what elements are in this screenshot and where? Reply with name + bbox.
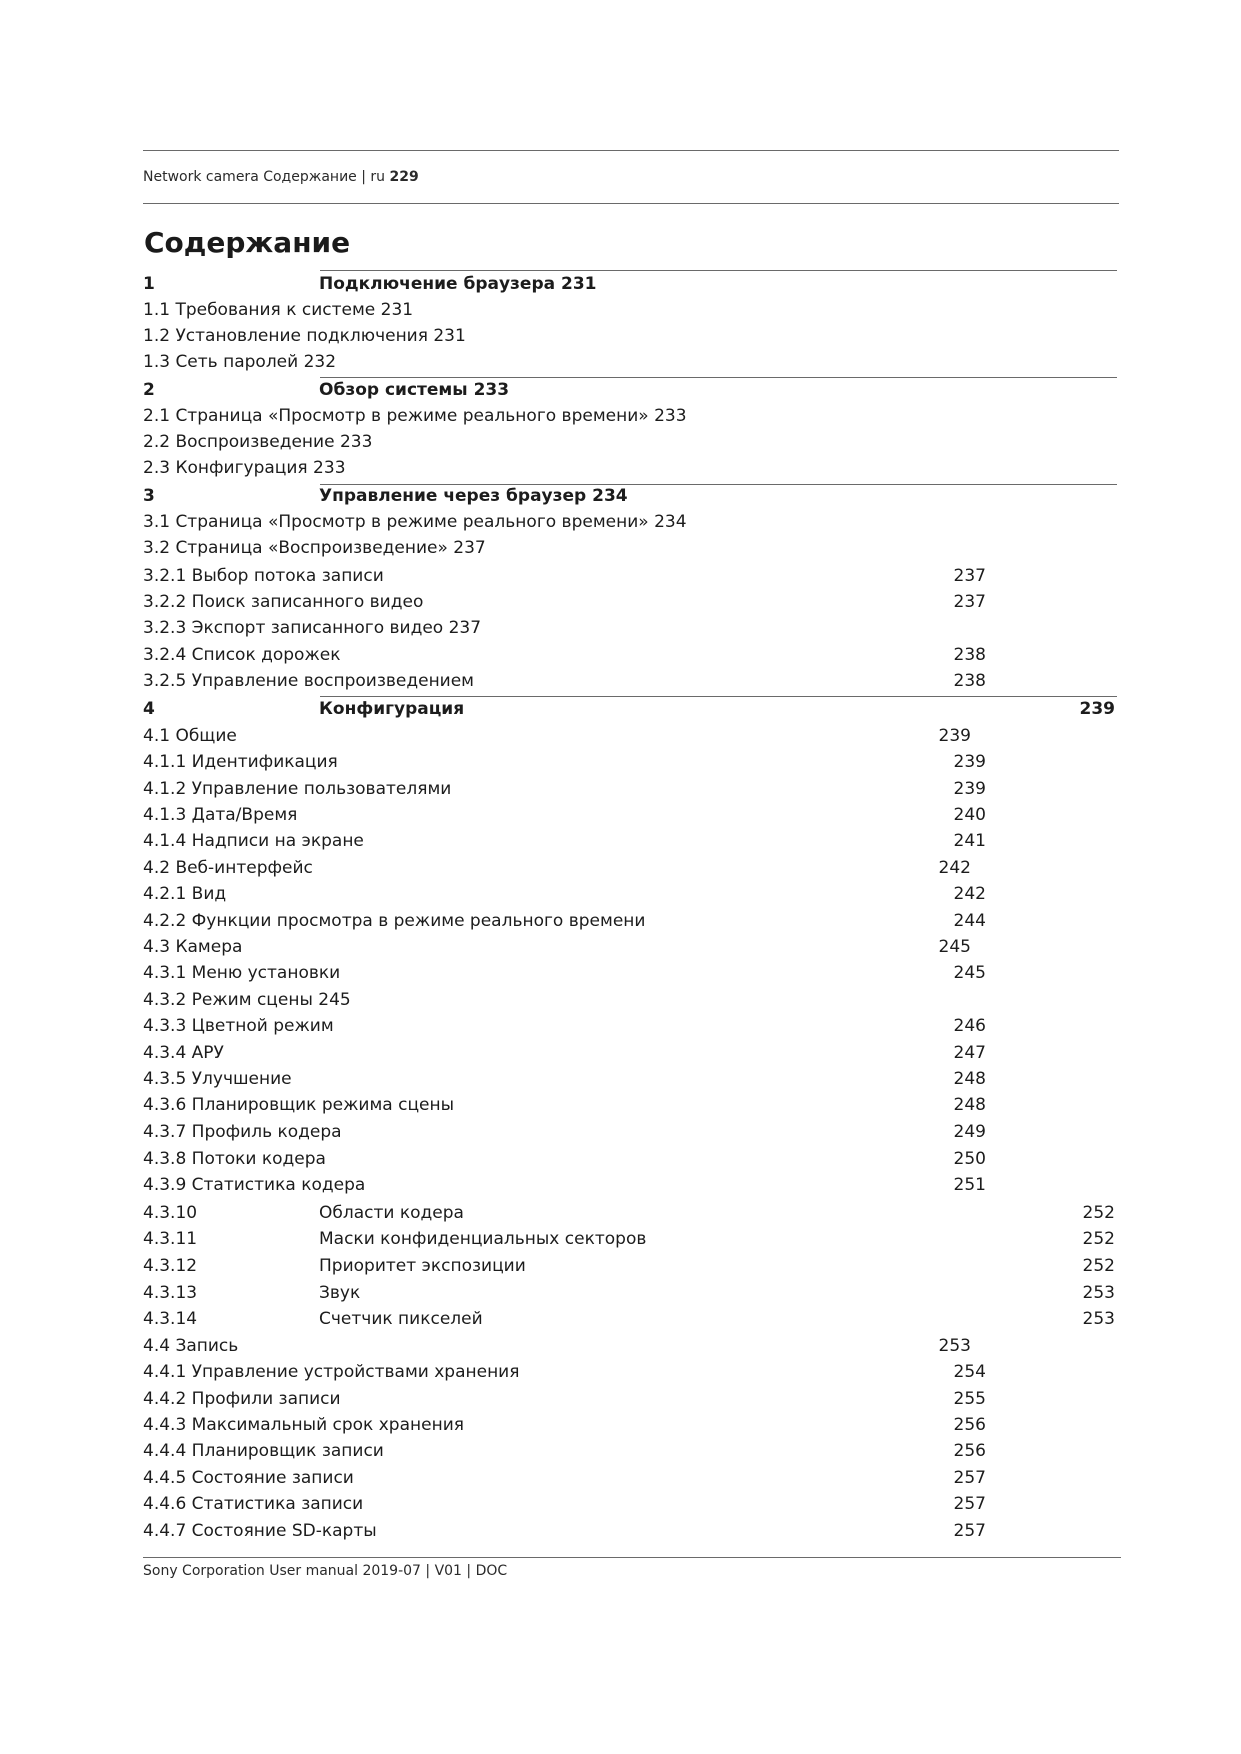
toc-page-number: 256 bbox=[953, 1441, 986, 1461]
chapter-rule bbox=[320, 696, 1117, 697]
header-page-number: 229 bbox=[389, 169, 419, 185]
toc-chapter-title[interactable]: Подключение браузера 231 bbox=[319, 274, 597, 294]
toc-entry-number: 4.3.14 bbox=[143, 1309, 198, 1329]
toc-page-number: 239 bbox=[938, 726, 971, 746]
toc-page-number: 247 bbox=[953, 1043, 986, 1063]
toc-entry-number: 4.3.10 bbox=[143, 1203, 198, 1223]
toc-entry-number: 3 bbox=[143, 486, 155, 506]
toc-entry-title[interactable]: 2.1 Страница «Просмотр в режиме реального времени» 233 bbox=[143, 406, 687, 426]
toc-entry-title[interactable]: 1.1 Требования к системе 231 bbox=[143, 300, 414, 320]
toc-page-number: 257 bbox=[953, 1494, 986, 1514]
toc-page-number: 246 bbox=[953, 1016, 986, 1036]
toc-entry-title[interactable]: Маски конфиденциальных секторов bbox=[319, 1229, 647, 1249]
toc-page-number: 249 bbox=[953, 1122, 986, 1142]
toc-page-number: 252 bbox=[1082, 1229, 1115, 1249]
toc-entry-title[interactable]: Счетчик пикселей bbox=[319, 1309, 483, 1329]
toc-page-number: 239 bbox=[953, 752, 986, 772]
toc-entry-title[interactable]: 4.3.5 Улучшение bbox=[143, 1069, 292, 1089]
toc-entry-title[interactable]: 4.3.7 Профиль кодера bbox=[143, 1122, 342, 1142]
toc-page-number: 250 bbox=[953, 1149, 986, 1169]
toc-page-number: 240 bbox=[953, 805, 986, 825]
toc-page-number: 241 bbox=[953, 831, 986, 851]
toc-entry-title[interactable]: 4.1.3 Дата/Время bbox=[143, 805, 298, 825]
toc-entry-title[interactable]: 4.3.1 Меню установки bbox=[143, 963, 341, 983]
toc-entry-title[interactable]: 4.1.1 Идентификация bbox=[143, 752, 338, 772]
toc-page-number: 255 bbox=[953, 1389, 986, 1409]
toc-page-number: 237 bbox=[953, 592, 986, 612]
toc-page-number: 248 bbox=[953, 1069, 986, 1089]
toc-entry-title[interactable]: 4.2.2 Функции просмотра в режиме реального времени bbox=[143, 911, 646, 931]
toc-entry-title[interactable]: 4.4.2 Профили записи bbox=[143, 1389, 341, 1409]
toc-entry-title[interactable]: Звук bbox=[319, 1283, 361, 1303]
footer-rule bbox=[143, 1557, 1121, 1558]
header-top-rule bbox=[143, 150, 1119, 151]
toc-entry-title[interactable]: 4.3.9 Статистика кодера bbox=[143, 1175, 366, 1195]
toc-entry-title[interactable]: Приоритет экспозиции bbox=[319, 1256, 526, 1276]
toc-entry-title[interactable]: 4.4 Запись bbox=[143, 1336, 239, 1356]
toc-page-number: 256 bbox=[953, 1415, 986, 1435]
toc-page-number: 239 bbox=[953, 779, 986, 799]
toc-entry-number: 4.3.13 bbox=[143, 1283, 198, 1303]
toc-entry-number: 2 bbox=[143, 380, 155, 400]
toc-entry-title[interactable]: 4.2.1 Вид bbox=[143, 884, 227, 904]
chapter-rule bbox=[320, 484, 1117, 485]
toc-entry-title[interactable]: 3.2 Страница «Воспроизведение» 237 bbox=[143, 538, 486, 558]
toc-chapter-title[interactable]: Управление через браузер 234 bbox=[319, 486, 628, 506]
toc-page-number: 254 bbox=[953, 1362, 986, 1382]
toc-page-number: 253 bbox=[1082, 1309, 1115, 1329]
toc-entry-title[interactable]: 4.3 Камера bbox=[143, 937, 243, 957]
toc-entry-title[interactable]: 4.3.6 Планировщик режима сцены bbox=[143, 1095, 455, 1115]
toc-entry-title[interactable]: 3.2.4 Список дорожек bbox=[143, 645, 341, 665]
toc-entry-title[interactable]: 4.2 Веб-интерфейс bbox=[143, 858, 313, 878]
page-title: Содержание bbox=[144, 226, 351, 259]
toc-entry-number: 4 bbox=[143, 699, 155, 719]
toc-page-number: 253 bbox=[1082, 1283, 1115, 1303]
toc-entry-title[interactable]: 4.3.2 Режим сцены 245 bbox=[143, 990, 351, 1010]
toc-entry-title[interactable]: 1.2 Установление подключения 231 bbox=[143, 326, 466, 346]
toc-entry-title[interactable]: 1.3 Сеть паролей 232 bbox=[143, 352, 337, 372]
toc-entry-title[interactable]: 2.2 Воспроизведение 233 bbox=[143, 432, 373, 452]
toc-entry-title[interactable]: 4.1.2 Управление пользователями bbox=[143, 779, 452, 799]
toc-entry-title[interactable]: 4.1.4 Надписи на экране bbox=[143, 831, 364, 851]
toc-page-number: 238 bbox=[953, 645, 986, 665]
header-left-text: Network camera Содержание | ru bbox=[143, 169, 386, 185]
toc-page-number: 252 bbox=[1082, 1203, 1115, 1223]
toc-entry-title[interactable]: 4.4.6 Статистика записи bbox=[143, 1494, 364, 1514]
toc-entry-number: 4.3.12 bbox=[143, 1256, 198, 1276]
toc-entry-title[interactable]: 3.2.5 Управление воспроизведением bbox=[143, 671, 475, 691]
toc-entry-title[interactable]: 3.2.3 Экспорт записанного видео 237 bbox=[143, 618, 482, 638]
header-bottom-rule bbox=[143, 203, 1119, 204]
toc-entry-title[interactable]: 4.4.5 Состояние записи bbox=[143, 1468, 354, 1488]
toc-entry-title[interactable]: 4.4.4 Планировщик записи bbox=[143, 1441, 384, 1461]
toc-entry-title[interactable]: 2.3 Конфигурация 233 bbox=[143, 458, 346, 478]
toc-page-number: 245 bbox=[953, 963, 986, 983]
toc-entry-title[interactable]: 4.4.7 Состояние SD-карты bbox=[143, 1521, 377, 1541]
toc-page-number: 257 bbox=[953, 1521, 986, 1541]
toc-page-number: 252 bbox=[1082, 1256, 1115, 1276]
toc-page-number: 257 bbox=[953, 1468, 986, 1488]
toc-entry-title[interactable]: 3.2.2 Поиск записанного видео bbox=[143, 592, 424, 612]
toc-page-number: 253 bbox=[938, 1336, 971, 1356]
toc-chapter-title[interactable]: Обзор системы 233 bbox=[319, 380, 510, 400]
toc-page-number: 237 bbox=[953, 566, 986, 586]
toc-page-number: 248 bbox=[953, 1095, 986, 1115]
toc-chapter-title[interactable]: Конфигурация bbox=[319, 699, 465, 719]
toc-page-number: 242 bbox=[938, 858, 971, 878]
toc-entry-title[interactable]: 4.3.4 АРУ bbox=[143, 1043, 224, 1063]
toc-page-number: 244 bbox=[953, 911, 986, 931]
footer-text: Sony Corporation User manual 2019-07 | V01 | DOC bbox=[143, 1563, 508, 1579]
toc-page-number: 245 bbox=[938, 937, 971, 957]
toc-page-number: 251 bbox=[953, 1175, 986, 1195]
toc-entry-title[interactable]: 4.3.8 Потоки кодера bbox=[143, 1149, 326, 1169]
toc-entry-title[interactable]: 4.4.3 Максимальный срок хранения bbox=[143, 1415, 464, 1435]
toc-entry-title[interactable]: 3.2.1 Выбор потока записи bbox=[143, 566, 384, 586]
chapter-rule bbox=[320, 377, 1117, 378]
toc-entry-title[interactable]: Области кодера bbox=[319, 1203, 464, 1223]
toc-page-number: 238 bbox=[953, 671, 986, 691]
toc-entry-number: 1 bbox=[143, 274, 155, 294]
running-header bbox=[143, 168, 419, 186]
toc-entry-number: 4.3.11 bbox=[143, 1229, 198, 1249]
toc-page-number: 242 bbox=[953, 884, 986, 904]
toc-entry-title[interactable]: 4.3.3 Цветной режим bbox=[143, 1016, 334, 1036]
toc-page-number: 239 bbox=[1079, 699, 1115, 719]
toc-entry-title[interactable]: 4.4.1 Управление устройствами хранения bbox=[143, 1362, 520, 1382]
toc-entry-title[interactable]: 4.1 Общие bbox=[143, 726, 237, 746]
toc-entry-title[interactable]: 3.1 Страница «Просмотр в режиме реального времени» 234 bbox=[143, 512, 687, 532]
chapter-rule bbox=[320, 270, 1117, 271]
